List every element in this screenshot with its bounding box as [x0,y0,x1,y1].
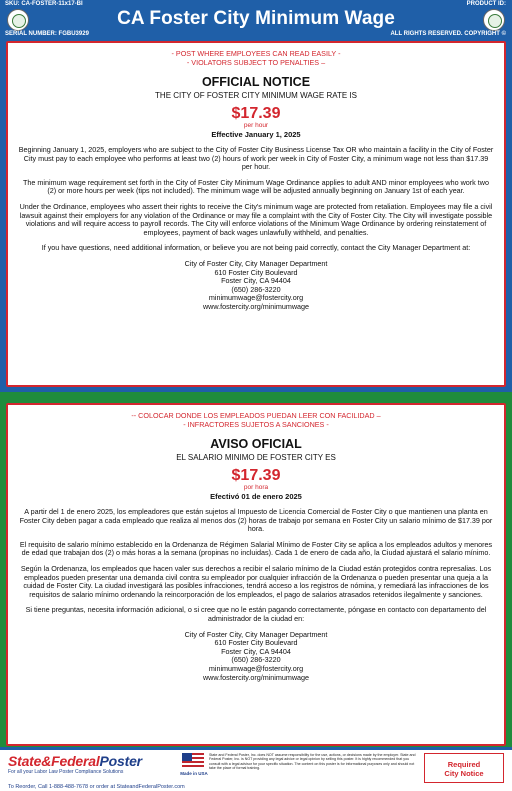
rate-intro: EL SALARIO MINIMO DE FOSTER CITY ES [176,453,336,462]
contact-name: City of Foster City, City Manager Department [184,629,328,639]
posting-warning: -- COLOCAR DONDE LOS EMPLEADOS PUEDAN LEER CON FACILIDAD – [131,411,381,420]
paragraph: El requisito de salario mínimo establecido en la Ordenanza de Régimen Salarial Mínimo de Foster City se aplica a los empleados adultos y menores de edad que trabajan dos (2) o más horas a la semana (propinas no incluidas). Cada 1 de enero de cada año, la Ciudad ajustará el salario mínimo. [19,539,493,558]
paragraph: Según la Ordenanza, los empleados que hacen valer sus derechos a recibir el salario mínimo de la Ciudad están protegidos contra represalias. Los empleados pueden presentar una demanda civil contra su empleador por cualquier infracción de la Ordenanza o pueden presentar una queja a la cuidad de Foster City. La ciudad investigará las posibles infracciones, tendrá acceso a los registros de nómina, y remediará las infracciones de los requisitos de salario mínimo ordenando la reincorporación de los empleados, el pago de salarios atrasados retenidos ilegalmente y sanciones. [20,563,492,599]
contact-website: www.fostercity.org/minimumwage [202,672,310,682]
brand-logo [8,753,178,783]
contact-block [18,631,494,683]
reorder-info: To Reorder, Call 1-888-488-7678 or order at StateandFederalPoster.com [8,784,185,790]
legal-disclaimer: State and Federal Poster, Inc. does NOT assume responsibility for the use, actions, or decisions made by the employer. State and Federal Poster, Inc. is NOT providing any legal advice or legal opinion by selling this poster. It is highly recommended that you consult with a legal advisor for your specific situation. The content on this poster is for informational purposes only and should not take the place of formal training. [209,753,416,771]
notice-heading: AVISO OFICIAL [210,437,302,451]
brand-tagline: For all your Labor Law Poster Compliance Solutions [8,769,124,775]
paragraph: A partir del 1 de enero 2025, los empleadores que están sujetos al Impuesto de Licencia Comercial de Foster City o que mantienen una planta en Foster City deben pagar a cada empleado que realiza al menos dos (2) horas de trabajo por semana en Foster City un salario mínimo de $17.39 por hora. [19,507,493,534]
contact-street: 610 Foster City Boulevard [214,638,298,648]
paragraph: If you have questions, need additional information, or believe you are not being paid correctly, contact the City Manager Department at: [41,243,471,253]
effective-date: Efectivó 01 de enero 2025 [210,492,302,501]
us-flag-icon [182,753,204,769]
product-id-label: PRODUCT ID: [466,1,506,7]
per-hour-label: por hora [243,484,269,491]
contact-email: minimumwage@fostercity.org [208,293,304,303]
contact-city: Foster City, CA 94404 [221,646,291,656]
rate-intro: THE CITY OF FOSTER CITY MINIMUM WAGE RATE IS [155,91,357,100]
serial-number: SERIAL NUMBER: FGBU3929 [5,31,89,37]
penalty-warning: - INFRACTORES SUJETOS A SANCIONES - [183,420,329,429]
poster-title: CA Foster City Minimum Wage [117,8,395,29]
sku-label: SKU: CA-FOSTER-11x17-BI [5,1,83,7]
penalty-warning: - VIOLATORS SUBJECT TO PENALTIES – [186,58,326,67]
contact-phone: (650) 286-3220 [231,284,281,294]
paragraph: Beginning January 1, 2025, employers who are subject to the City of Foster City Business License Tax OR who maintain a facility in the City of Foster City must pay to each employee who performs at least two (2) hours of work per week in City of Foster City, a minimum wage not less than $17.39 per hour. [18,145,494,172]
posting-warning: - POST WHERE EMPLOYEES CAN READ EASILY - [171,49,341,58]
wage-rate: $17.39 [231,105,281,122]
made-in-usa-label: Made in USA [180,771,208,776]
header-bar [0,0,512,40]
contact-street: 610 Foster City Boulevard [214,267,298,277]
city-seal-icon [483,9,505,31]
notice-heading: OFFICIAL NOTICE [201,75,311,89]
contact-email: minimumwage@fostercity.org [208,663,304,673]
contact-website: www.fostercity.org/minimumwage [202,301,310,311]
paragraph: The minimum wage requirement set forth in the City of Foster City Minimum Wage Ordinance applies to adult AND minor employees who work two (2) or more hours per week (tips not included). The minimum wage will be adjusted annually beginning on January 1st of each year. [23,177,489,196]
contact-block [18,260,494,312]
contact-phone: (650) 286-3220 [231,655,281,665]
contact-city: Foster City, CA 94404 [221,276,291,286]
effective-date: Effective January 1, 2025 [211,130,301,139]
brand-name-part-1: State&Federal [8,753,100,769]
english-notice-panel [6,41,506,387]
contact-name: City of Foster City, City Manager Department [184,258,328,268]
paragraph: Under the Ordinance, employees who assert their rights to receive the City's minimum wage are protected from retaliation. Employees may file a civil lawsuit against their employers for any violation of the Ordinance or may file a complaint with the City of Foster City. The City will investigate possible violations and will require access to payroll records. The City will enforce violations of the Minimum Wage Ordinance by ordering reinstatement of employees, payment of back wages unlawfully withheld, and penalties. [19,201,493,237]
wage-rate: $17.39 [231,467,281,484]
city-notice-label: City Notice [444,769,484,778]
brand-name-part-2: Poster [99,753,142,769]
copyright-label: ALL RIGHTS RESERVED. COPYRIGHT © [390,31,506,37]
per-hour-label: per hour [243,122,269,129]
required-city-notice-badge [424,753,504,783]
paragraph: Si tiene preguntas, necesita información adicional, o si cree que no le están pagando correctamente, póngase en contacto con departamento del administrador de la ciudad en: [25,605,487,623]
footer [0,750,512,791]
spanish-notice-panel [6,403,506,746]
required-label: Required [447,760,481,769]
